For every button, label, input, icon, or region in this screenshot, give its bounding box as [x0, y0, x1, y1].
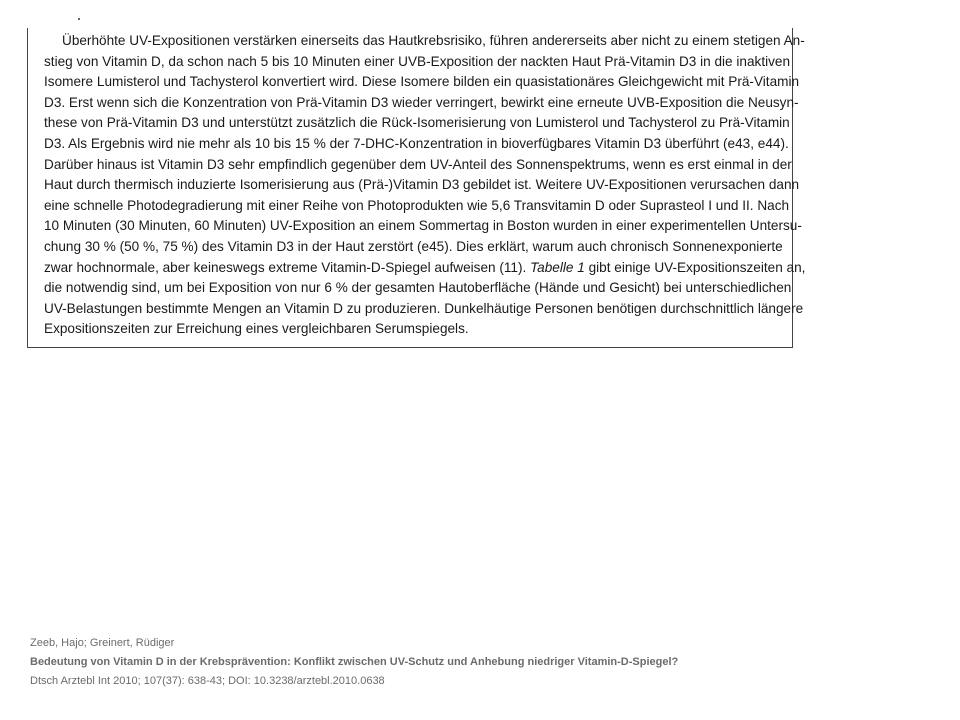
excerpt-line-start: zwar hochnormale, aber keineswegs extreme Vitamin-D-Spiegel aufweisen (11). — [44, 259, 527, 275]
excerpt-line: these von Prä-Vitamin D3 und unterstützt zusätzlich die Rück-Isomerisierung von Lumisterol und Tachysterol zu Prä-Vitamin — [44, 115, 790, 131]
excerpt-line-end: gibt einige UV-Expositionszeiten an, — [588, 259, 806, 275]
citation-source: Dtsch Arztebl Int 2010; 107(37): 638-43; DOI: 10.3238/arztebl.2010.0638 — [30, 675, 385, 687]
excerpt-line: Isomere Lumisterol und Tachysterol konvertiert wird. Diese Isomere bilden ein quasistationäres Gleichgewicht mit Prä-Vitamin — [44, 74, 800, 90]
excerpt-line: D3. Erst wenn sich die Konzentration von Prä-Vitamin D3 wieder verringert, bewirkt eine erneute UVB-Exposition die Neusyn- — [44, 94, 799, 110]
excerpt-line: Darüber hinaus ist Vitamin D3 sehr empfindlich gegenüber dem UV-Anteil des Sonnenspektrums, wenn es erst einmal in der — [44, 156, 792, 172]
excerpt-line: Expositionszeiten zur Erreichung eines vergleichbaren Serumspiegels. — [44, 321, 469, 337]
excerpt-line-with-table-ref — [44, 258, 806, 279]
excerpt-line: D3. Als Ergebnis wird nie mehr als 10 bis 15 % der 7-DHC-Konzentration in bioverfügbares Vitamin D3 überführt (e43, e44). — [44, 135, 789, 151]
excerpt-line: die notwendig sind, um bei Exposition von nur 6 % der gesamten Hautoberfläche (Hände und Gesicht) bei unterschiedlichen — [44, 280, 792, 296]
table-reference-link: Tabelle 1 — [530, 259, 585, 275]
citation-authors: Zeeb, Hajo; Greinert, Rüdiger — [30, 637, 175, 649]
citation-title: Bedeutung von Vitamin D in der Krebsprävention: Konflikt zwischen UV-Schutz und Anhebung niedriger Vitamin-D-Spiegel? — [30, 656, 679, 668]
article-excerpt-box — [27, 28, 806, 348]
excerpt-line: chung 30 % (50 %, 75 %) des Vitamin D3 in der Haut zerstört (e45). Dies erklärt, warum auch chronisch Sonnenexponierte — [44, 238, 783, 254]
excerpt-line: stieg von Vitamin D, da schon nach 5 bis 10 Minuten einer UVB-Exposition der nackten Haut Prä-Vitamin D3 in die inaktiven — [44, 53, 791, 69]
excerpt-line: Haut durch thermisch induzierte Isomerisierung aus (Prä-)Vitamin D3 gebildet ist. Weitere UV-Expositionen verursachen dann — [44, 177, 800, 193]
scan-artifact-dot — [78, 18, 80, 20]
excerpt-line: eine schnelle Photodegradierung mit einer Reihe von Photoprodukten wie 5,6 Transvitamin D oder Suprasteol I und II. Nach — [44, 197, 790, 213]
excerpt-line: UV-Belastungen bestimmte Mengen an Vitamin D zu produzieren. Dunkelhäutige Personen benötigen durchschnittlich längere — [44, 300, 804, 316]
excerpt-line: 10 Minuten (30 Minuten, 60 Minuten) UV-Exposition an einem Sommertag in Boston wurden in einer experimentellen Untersu- — [44, 218, 802, 234]
article-excerpt-text — [44, 31, 806, 340]
excerpt-line: Überhöhte UV-Expositionen verstärken einerseits das Hautkrebsrisiko, führen andererseits aber nicht zu einem stetigen An- — [62, 33, 805, 48]
citation-block — [30, 634, 678, 691]
